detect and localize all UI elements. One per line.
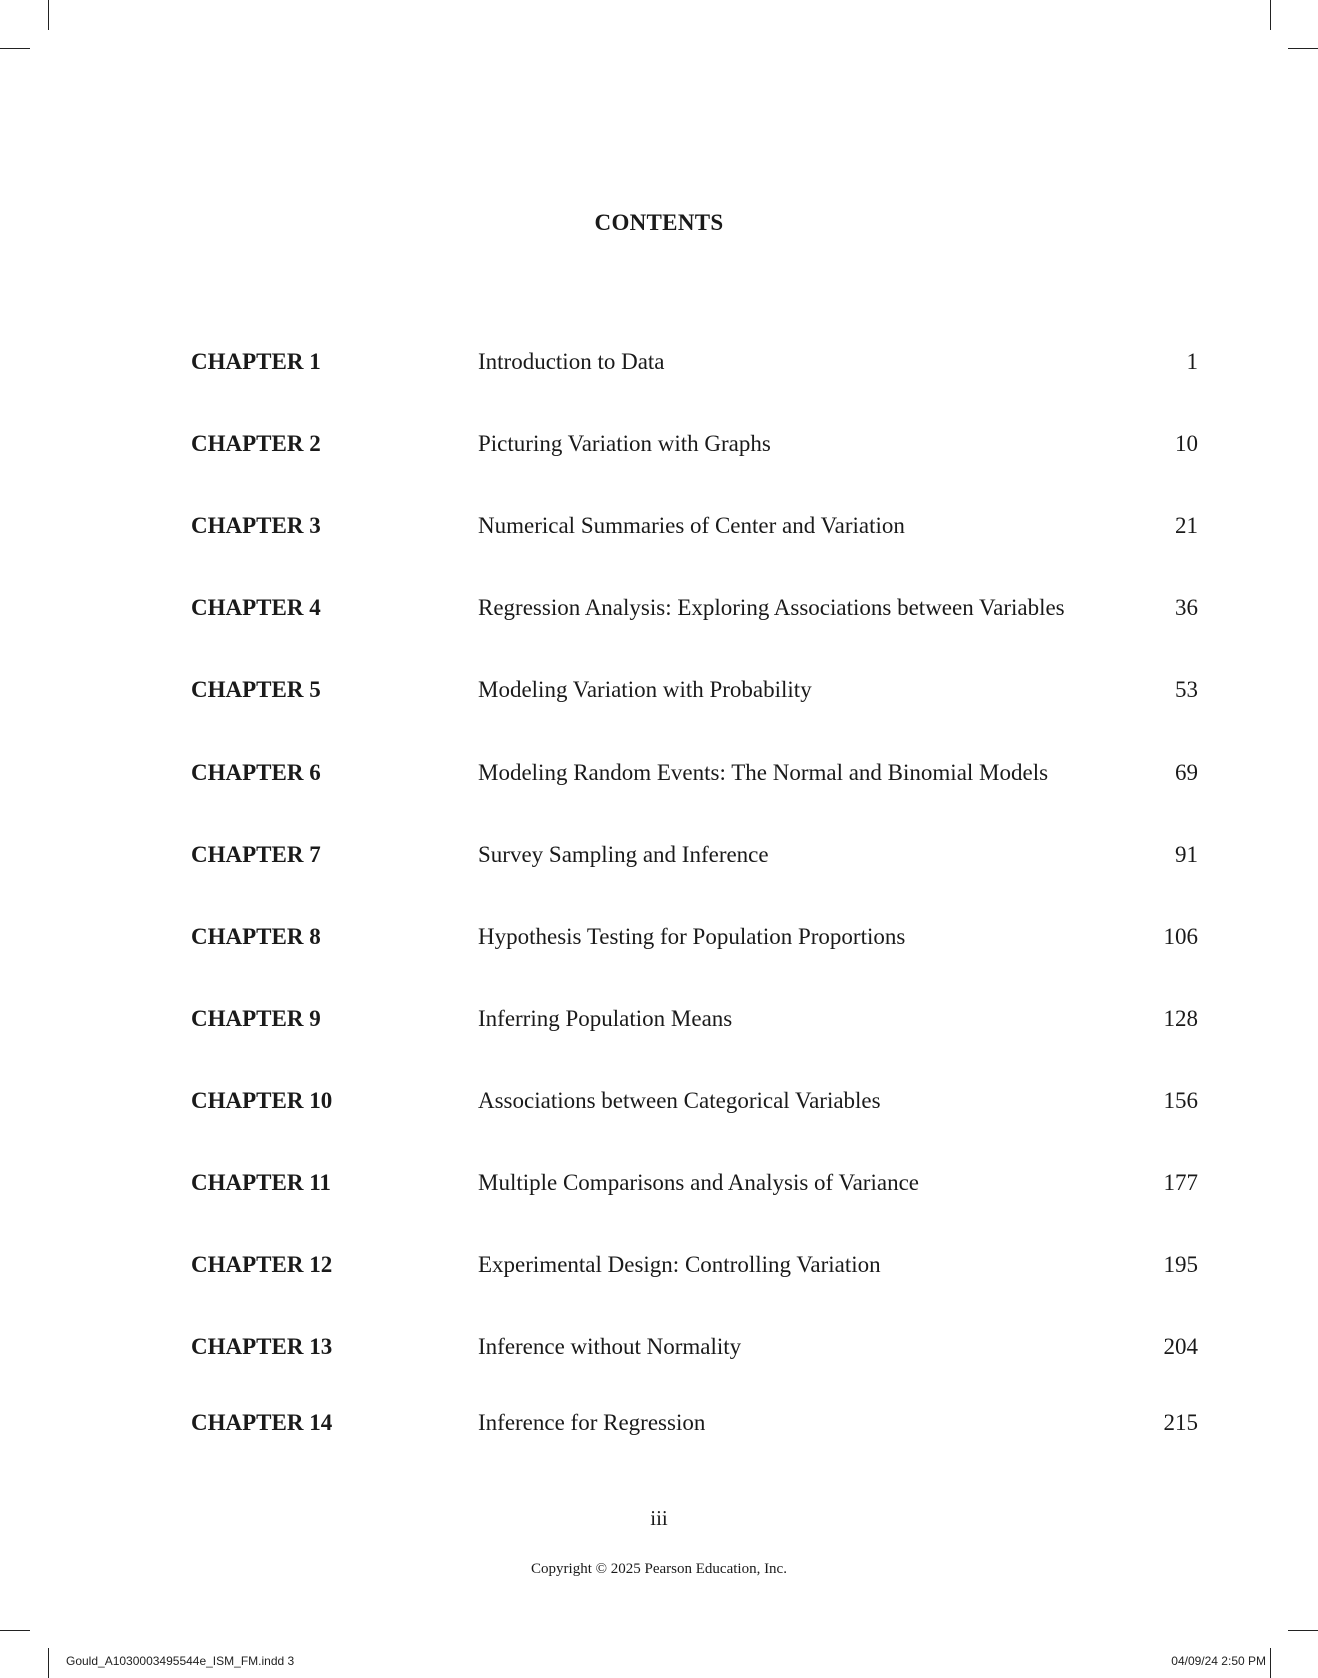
chapter-title: Modeling Random Events: The Normal and Binomial Models [478, 759, 1049, 785]
chapter-label: CHAPTER 3 [191, 513, 321, 539]
crop-mark [1288, 1630, 1318, 1631]
chapter-page: 156 [1163, 1087, 1198, 1113]
chapter-label: CHAPTER 13 [191, 1334, 333, 1360]
page-number: iii [650, 1506, 668, 1530]
chapter-page: 204 [1163, 1334, 1198, 1360]
crop-mark [1288, 48, 1318, 49]
chapter-title: Associations between Categorical Variables [478, 1087, 881, 1113]
chapter-page: 69 [1175, 759, 1198, 785]
chapter-page: 21 [1175, 513, 1198, 539]
crop-mark [0, 48, 30, 49]
chapter-title: Regression Analysis: Exploring Associations between Variables [478, 595, 1065, 621]
chapter-title: Multiple Comparisons and Analysis of Variance [478, 1170, 919, 1195]
chapter-title: Picturing Variation with Graphs [478, 431, 771, 457]
chapter-title: Survey Sampling and Inference [478, 841, 769, 867]
chapter-page: 91 [1175, 841, 1198, 867]
chapter-page: 53 [1175, 677, 1198, 703]
toc-entry [0, 842, 1318, 872]
page-title: CONTENTS [594, 210, 724, 235]
chapter-label: CHAPTER 11 [191, 1170, 331, 1195]
chapter-page: 1 [1186, 349, 1198, 374]
chapter-title: Modeling Variation with Probability [478, 677, 812, 703]
chapter-title: Introduction to Data [478, 349, 665, 374]
crop-mark [48, 0, 49, 30]
chapter-page: 106 [1163, 923, 1198, 949]
crop-mark [48, 1648, 49, 1678]
chapter-label: CHAPTER 14 [191, 1410, 333, 1436]
chapter-page: 177 [1163, 1170, 1198, 1195]
crop-mark [0, 1630, 30, 1631]
chapter-title: Experimental Design: Controlling Variation [478, 1252, 881, 1278]
chapter-label: CHAPTER 4 [191, 595, 321, 621]
chapter-label: CHAPTER 2 [191, 431, 321, 457]
chapter-label: CHAPTER 10 [191, 1087, 333, 1113]
chapter-title: Hypothesis Testing for Population Proportions [478, 923, 906, 949]
toc-entry [0, 1006, 1318, 1036]
toc-entry [0, 1170, 1318, 1200]
crop-mark [1270, 1648, 1271, 1678]
chapter-label: CHAPTER 1 [191, 349, 321, 374]
toc-entry [0, 1410, 1318, 1440]
chapter-page: 128 [1163, 1005, 1198, 1031]
chapter-page: 10 [1175, 431, 1198, 457]
toc-entry [0, 1088, 1318, 1118]
toc-entry [0, 760, 1318, 790]
crop-mark [1270, 0, 1271, 30]
toc-entry [0, 1252, 1318, 1282]
chapter-label: CHAPTER 12 [191, 1252, 333, 1278]
chapter-label: CHAPTER 8 [191, 923, 321, 949]
chapter-label: CHAPTER 6 [191, 759, 321, 785]
toc-entry [0, 431, 1318, 461]
chapter-page: 195 [1163, 1252, 1198, 1278]
chapter-title: Inference without Normality [478, 1334, 742, 1360]
toc-entry [0, 1334, 1318, 1364]
chapter-title: Inference for Regression [478, 1410, 706, 1436]
toc-entry [0, 595, 1318, 625]
date-slug: 04/09/24 2:50 PM [1171, 1654, 1266, 1668]
chapter-title: Inferring Population Means [478, 1005, 733, 1031]
toc-entry [0, 513, 1318, 543]
toc-entry [0, 349, 1318, 379]
chapter-page: 36 [1175, 595, 1198, 621]
chapter-label: CHAPTER 9 [191, 1005, 321, 1031]
copyright-notice: Copyright © 2025 Pearson Education, Inc. [531, 1561, 787, 1577]
file-slug: Gould_A1030003495544e_ISM_FM.indd 3 [66, 1654, 295, 1668]
chapter-page: 215 [1163, 1410, 1198, 1436]
chapter-title: Numerical Summaries of Center and Variation [478, 513, 905, 539]
toc-entry [0, 924, 1318, 954]
chapter-label: CHAPTER 5 [191, 677, 321, 703]
chapter-label: CHAPTER 7 [191, 841, 321, 867]
toc-entry [0, 677, 1318, 707]
